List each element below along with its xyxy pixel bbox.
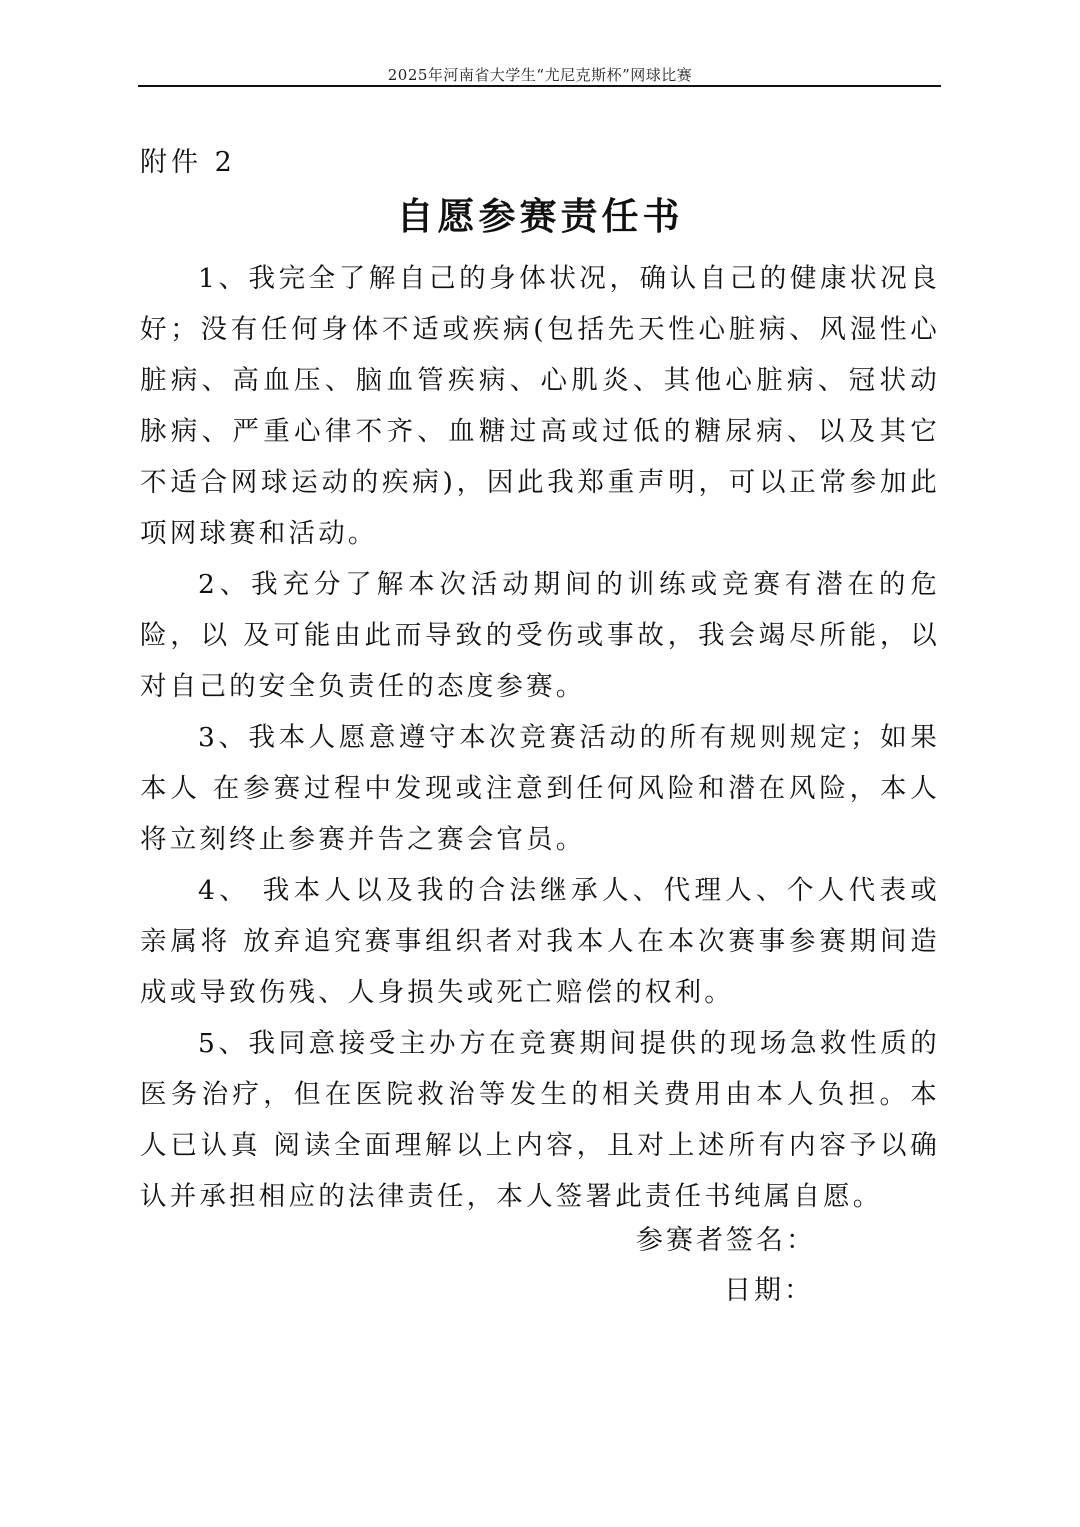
clause-5: 5、我同意接受主办方在竞赛期间提供的现场急救性质的医务治疗，但在医院救治等发生的相关费用由本人负担。本人已认真 阅读全面理解以上内容，且对上述所有内容予以确认并承担相应的法律责任，本人签署此责任书纯属自愿。 <box>140 1028 940 1212</box>
document-title: 自愿参赛责任书 <box>396 195 684 238</box>
document-body <box>140 253 940 1222</box>
header-rule <box>138 85 941 87</box>
date-label: 日期： <box>724 1275 814 1306</box>
attachment-label: 附件 2 <box>140 147 236 178</box>
clause-4: 4、 我本人以及我的合法继承人、代理人、个人代表或亲属将 放弃追究赛事组织者对我本人在本次赛事参赛期间造成或导致伤残、人身损失或死亡赔偿的权利。 <box>140 875 940 1008</box>
participant-signature-label: 参赛者签名： <box>636 1225 816 1256</box>
clause-3: 3、我本人愿意遵守本次竞赛活动的所有规则规定；如果本人 在参赛过程中发现或注意到任何风险和潜在风险，本人将立刻终止参赛并告之赛会官员。 <box>140 722 940 855</box>
clause-2: 2、我充分了解本次活动期间的训练或竞赛有潜在的危险，以 及可能由此而导致的受伤或事故，我会竭尽所能，以对自己的安全负责任的态度参赛。 <box>140 569 940 702</box>
running-header: 2025年河南省大学生“尤尼克斯杯”网球比赛 <box>387 66 693 84</box>
clause-1: 1、我完全了解自己的身体状况，确认自己的健康状况良好；没有任何身体不适或疾病(包括先天性心脏病、风湿性心脏病、高血压、脑血管疾病、心肌炎、其他心脏病、冠状动脉病、严重心律不齐、血糖过高或过低的糖尿病、以及其它不适合网球运动的疾病)，因此我郑重声明，可以正常参加此项网球赛和活动。 <box>140 263 940 549</box>
